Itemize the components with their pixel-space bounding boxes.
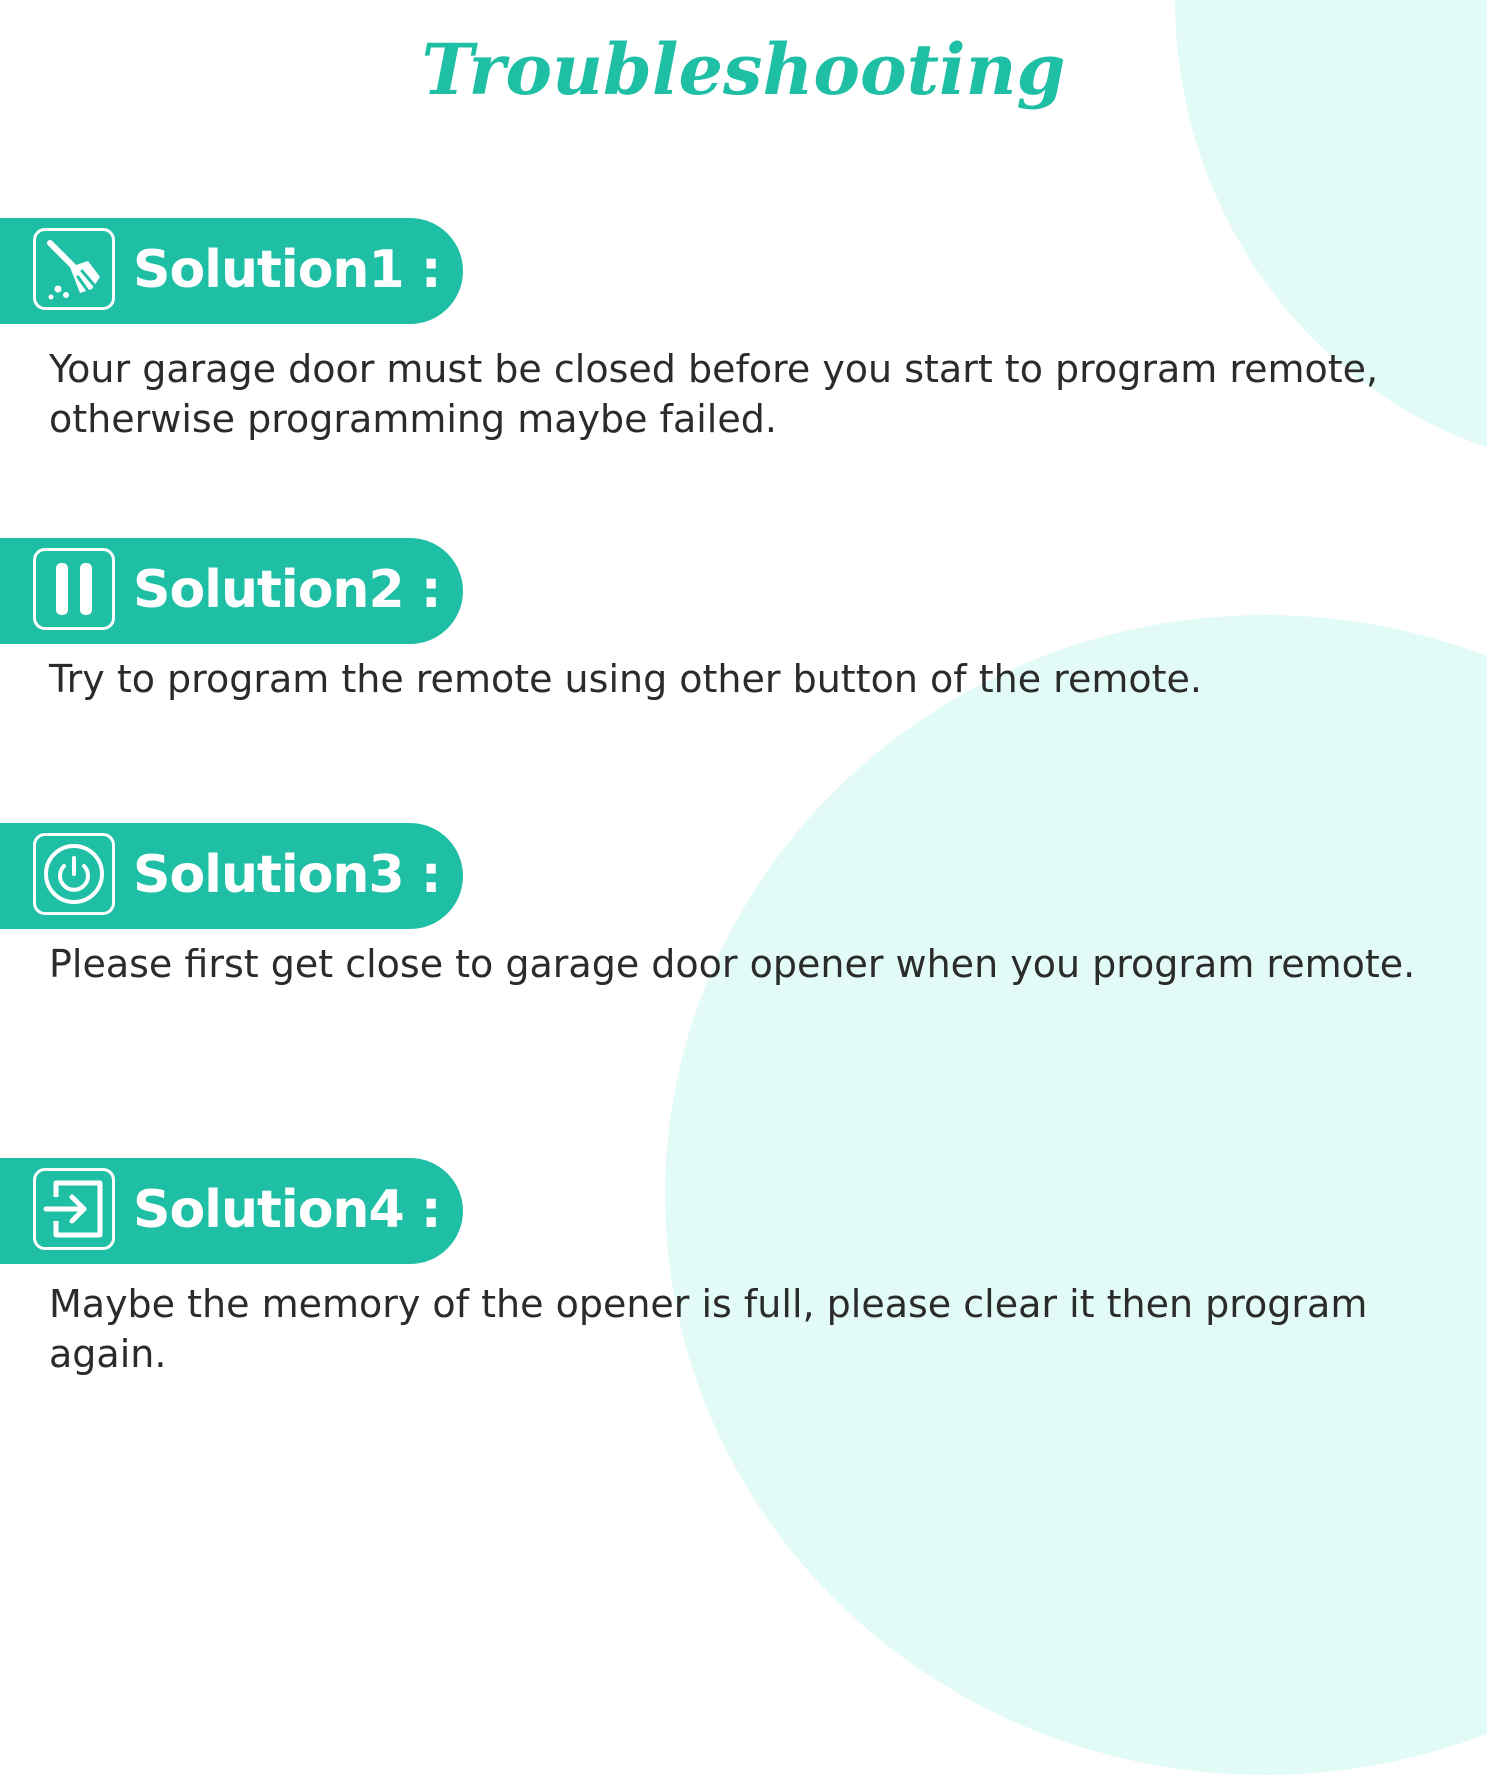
pause-icon: [33, 548, 115, 630]
background-circle-bottom: [665, 615, 1487, 1775]
power-icon: [33, 833, 115, 915]
solution-text-3: Please first get close to garage door opener when you program remote.: [49, 942, 1416, 986]
solution-text-4: Maybe the memory of the opener is full, please clear it then program again.: [49, 1282, 1368, 1376]
broom-icon: [33, 228, 115, 310]
solution-label-3: Solution3 :: [133, 845, 441, 905]
solution-label-1: Solution1 :: [133, 240, 441, 300]
solution-label-2: Solution2 :: [133, 560, 441, 620]
solution-header-4: [0, 1158, 463, 1264]
solution-text-2: Try to program the remote using other button of the remote.: [49, 657, 1202, 701]
enter-icon: [33, 1168, 115, 1250]
solution-header-1: [0, 218, 463, 324]
solution-text-1: Your garage door must be closed before you start to program remote, otherwise programming maybe failed.: [49, 347, 1379, 441]
page-title: Troubleshooting: [421, 28, 1066, 111]
solution-header-3: [0, 823, 463, 929]
solution-header-2: [0, 538, 463, 644]
solution-label-4: Solution4 :: [133, 1180, 441, 1240]
